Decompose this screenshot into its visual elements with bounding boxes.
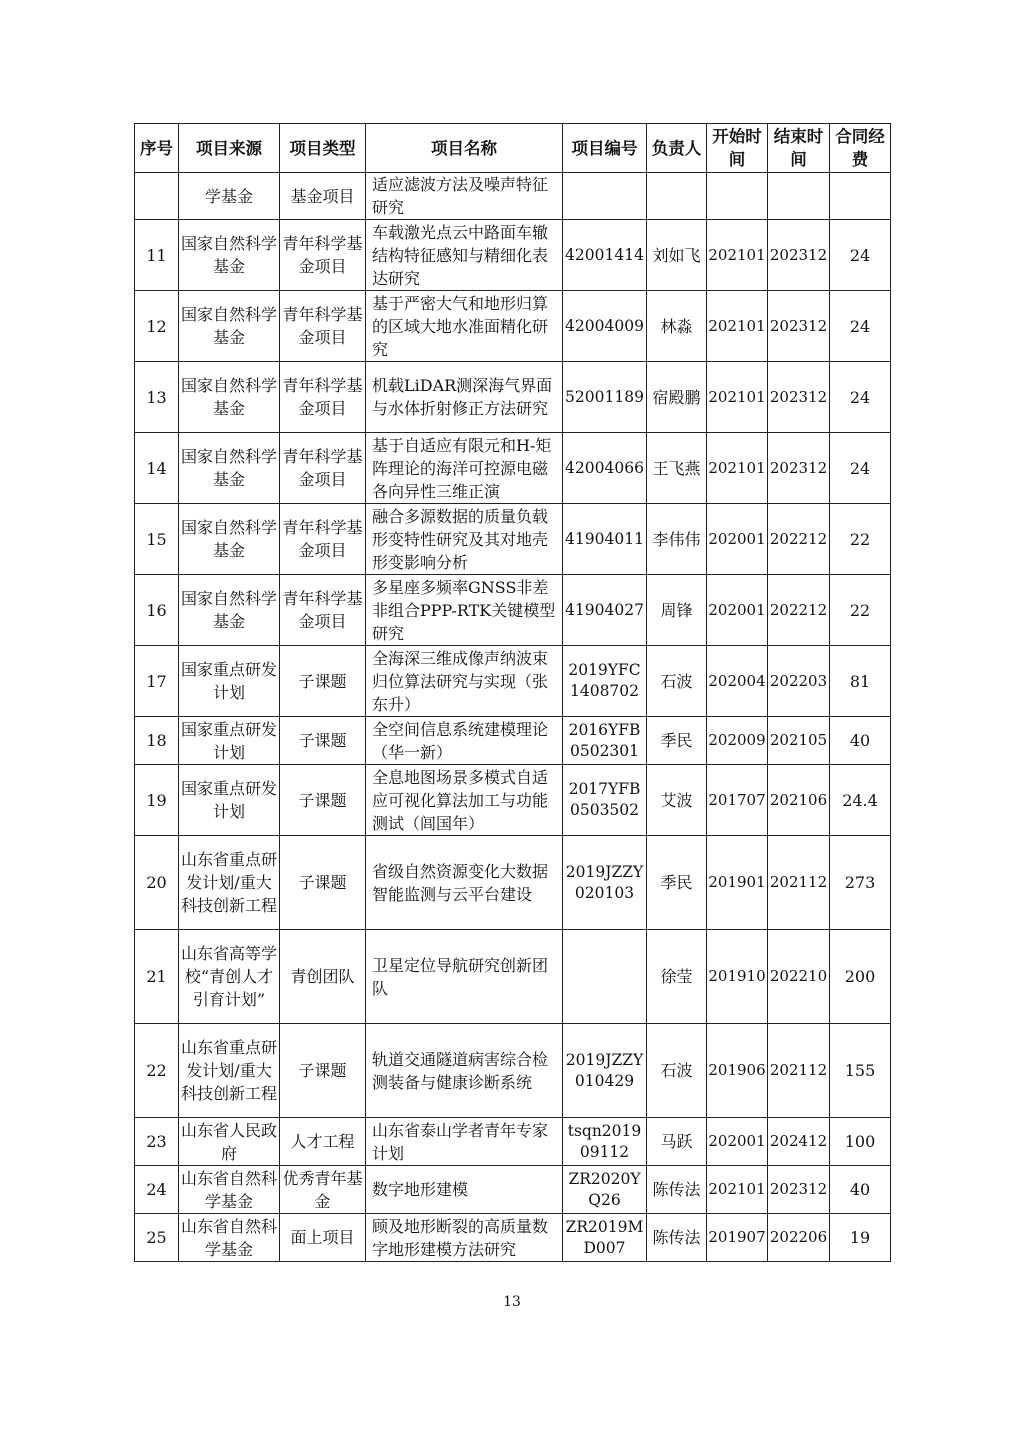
cell-no: 20 xyxy=(135,836,179,930)
cell-no: 25 xyxy=(135,1214,179,1262)
cell-code: ZR2019MD007 xyxy=(563,1214,647,1262)
cell-type: 子课题 xyxy=(280,836,366,930)
cell-code: 42004066 xyxy=(563,433,647,504)
cell-code: 2019JZZY020103 xyxy=(563,836,647,930)
cell-leader: 石波 xyxy=(647,646,707,717)
cell-type: 青年科学基金项目 xyxy=(280,291,366,362)
header-type: 项目类型 xyxy=(280,124,366,173)
table-row xyxy=(135,1024,891,1118)
cell-end: 202312 xyxy=(768,220,830,291)
cell-end: 202312 xyxy=(768,1166,830,1214)
table-row xyxy=(135,220,891,291)
cell-source: 山东省人民政府 xyxy=(179,1118,280,1166)
cell-end: 202105 xyxy=(768,717,830,765)
cell-funding: 22 xyxy=(830,575,891,646)
cell-code: 41904011 xyxy=(563,504,647,575)
cell-no: 24 xyxy=(135,1166,179,1214)
project-table xyxy=(134,123,891,1262)
cell-start: 202101 xyxy=(707,220,768,291)
cell-leader xyxy=(647,173,707,220)
cell-name: 省级自然资源变化大数据智能监测与云平台建设 xyxy=(366,836,563,930)
cell-end: 202212 xyxy=(768,504,830,575)
table-body xyxy=(135,173,891,1262)
cell-start: 201910 xyxy=(707,930,768,1024)
cell-type: 子课题 xyxy=(280,765,366,836)
cell-source: 山东省高等学校“青创人才引育计划” xyxy=(179,930,280,1024)
cell-start: 202004 xyxy=(707,646,768,717)
cell-name: 基于严密大气和地形归算的区域大地水准面精化研究 xyxy=(366,291,563,362)
cell-leader: 李伟伟 xyxy=(647,504,707,575)
cell-end: 202412 xyxy=(768,1118,830,1166)
cell-end: 202112 xyxy=(768,836,830,930)
cell-leader: 马跃 xyxy=(647,1118,707,1166)
cell-code: 52001189 xyxy=(563,362,647,433)
cell-source: 国家重点研发计划 xyxy=(179,717,280,765)
cell-leader: 石波 xyxy=(647,1024,707,1118)
header-no: 序号 xyxy=(135,124,179,173)
cell-start xyxy=(707,173,768,220)
cell-no: 13 xyxy=(135,362,179,433)
cell-name: 适应滤波方法及噪声特征研究 xyxy=(366,173,563,220)
cell-source: 国家自然科学基金 xyxy=(179,362,280,433)
cell-name: 轨道交通隧道病害综合检测装备与健康诊断系统 xyxy=(366,1024,563,1118)
cell-leader: 季民 xyxy=(647,717,707,765)
cell-funding: 40 xyxy=(830,1166,891,1214)
cell-code: 2016YFB0502301 xyxy=(563,717,647,765)
cell-leader: 陈传法 xyxy=(647,1166,707,1214)
cell-funding: 155 xyxy=(830,1024,891,1118)
cell-no: 11 xyxy=(135,220,179,291)
cell-no: 16 xyxy=(135,575,179,646)
cell-funding: 24 xyxy=(830,362,891,433)
cell-start: 201906 xyxy=(707,1024,768,1118)
cell-end: 202203 xyxy=(768,646,830,717)
header-name: 项目名称 xyxy=(366,124,563,173)
cell-type: 人才工程 xyxy=(280,1118,366,1166)
cell-name: 多星座多频率GNSS非差非组合PPP-RTK关键模型研究 xyxy=(366,575,563,646)
cell-source: 国家自然科学基金 xyxy=(179,433,280,504)
cell-type: 青年科学基金项目 xyxy=(280,433,366,504)
cell-leader: 王飞燕 xyxy=(647,433,707,504)
cell-start: 202001 xyxy=(707,504,768,575)
table-row xyxy=(135,362,891,433)
cell-type: 青创团队 xyxy=(280,930,366,1024)
cell-funding: 81 xyxy=(830,646,891,717)
table-row xyxy=(135,717,891,765)
cell-source: 国家自然科学基金 xyxy=(179,575,280,646)
cell-type: 青年科学基金项目 xyxy=(280,362,366,433)
cell-start: 202101 xyxy=(707,1166,768,1214)
cell-funding: 100 xyxy=(830,1118,891,1166)
cell-end: 202206 xyxy=(768,1214,830,1262)
cell-name: 基于自适应有限元和H-矩阵理论的海洋可控源电磁各向异性三维正演 xyxy=(366,433,563,504)
table-row xyxy=(135,1118,891,1166)
cell-no xyxy=(135,173,179,220)
cell-name: 山东省泰山学者青年专家计划 xyxy=(366,1118,563,1166)
cell-funding: 24.4 xyxy=(830,765,891,836)
cell-start: 201707 xyxy=(707,765,768,836)
cell-source: 国家重点研发计划 xyxy=(179,646,280,717)
cell-funding: 24 xyxy=(830,220,891,291)
cell-leader: 陈传法 xyxy=(647,1214,707,1262)
cell-end: 202312 xyxy=(768,362,830,433)
cell-code: 42004009 xyxy=(563,291,647,362)
table-row xyxy=(135,504,891,575)
cell-end: 202106 xyxy=(768,765,830,836)
cell-funding: 273 xyxy=(830,836,891,930)
cell-no: 22 xyxy=(135,1024,179,1118)
table-row xyxy=(135,836,891,930)
cell-end: 202312 xyxy=(768,291,830,362)
cell-name: 顾及地形断裂的高质量数字地形建模方法研究 xyxy=(366,1214,563,1262)
cell-no: 15 xyxy=(135,504,179,575)
cell-start: 201907 xyxy=(707,1214,768,1262)
cell-name: 车载激光点云中路面车辙结构特征感知与精细化表达研究 xyxy=(366,220,563,291)
cell-no: 18 xyxy=(135,717,179,765)
cell-start: 202101 xyxy=(707,362,768,433)
cell-type: 子课题 xyxy=(280,1024,366,1118)
cell-name: 卫星定位导航研究创新团队 xyxy=(366,930,563,1024)
cell-type: 面上项目 xyxy=(280,1214,366,1262)
cell-start: 201901 xyxy=(707,836,768,930)
cell-type: 青年科学基金项目 xyxy=(280,220,366,291)
cell-code: 42001414 xyxy=(563,220,647,291)
cell-leader: 刘如飞 xyxy=(647,220,707,291)
cell-leader: 宿殿鹏 xyxy=(647,362,707,433)
cell-start: 202101 xyxy=(707,433,768,504)
cell-source: 国家重点研发计划 xyxy=(179,765,280,836)
cell-no: 12 xyxy=(135,291,179,362)
cell-type: 青年科学基金项目 xyxy=(280,575,366,646)
table-row xyxy=(135,575,891,646)
cell-end: 202312 xyxy=(768,433,830,504)
cell-no: 21 xyxy=(135,930,179,1024)
cell-no: 19 xyxy=(135,765,179,836)
cell-leader: 季民 xyxy=(647,836,707,930)
cell-type: 优秀青年基金 xyxy=(280,1166,366,1214)
cell-source: 国家自然科学基金 xyxy=(179,291,280,362)
cell-funding: 19 xyxy=(830,1214,891,1262)
cell-source: 山东省重点研发计划/重大科技创新工程 xyxy=(179,836,280,930)
table-row xyxy=(135,1214,891,1262)
table-header-row xyxy=(135,124,891,173)
cell-code: 41904027 xyxy=(563,575,647,646)
cell-no: 17 xyxy=(135,646,179,717)
header-funding: 合同经费 xyxy=(830,124,891,173)
header-leader: 负责人 xyxy=(647,124,707,173)
header-code: 项目编号 xyxy=(563,124,647,173)
cell-code: tsqn201909112 xyxy=(563,1118,647,1166)
header-start: 开始时间 xyxy=(707,124,768,173)
cell-source: 国家自然科学基金 xyxy=(179,220,280,291)
cell-name: 机载LiDAR测深海气界面与水体折射修正方法研究 xyxy=(366,362,563,433)
cell-code xyxy=(563,173,647,220)
cell-leader: 艾波 xyxy=(647,765,707,836)
cell-code xyxy=(563,930,647,1024)
cell-name: 全息地图场景多模式自适应可视化算法加工与功能测试（闾国年） xyxy=(366,765,563,836)
cell-name: 全空间信息系统建模理论（华一新） xyxy=(366,717,563,765)
cell-leader: 徐莹 xyxy=(647,930,707,1024)
cell-source: 山东省自然科学基金 xyxy=(179,1166,280,1214)
cell-funding: 24 xyxy=(830,291,891,362)
cell-leader: 林淼 xyxy=(647,291,707,362)
cell-funding: 40 xyxy=(830,717,891,765)
cell-funding: 22 xyxy=(830,504,891,575)
page-number: 13 xyxy=(503,1294,521,1310)
table-row xyxy=(135,173,891,220)
cell-no: 23 xyxy=(135,1118,179,1166)
cell-start: 202001 xyxy=(707,1118,768,1166)
cell-type: 青年科学基金项目 xyxy=(280,504,366,575)
cell-end xyxy=(768,173,830,220)
cell-code: 2019JZZY010429 xyxy=(563,1024,647,1118)
cell-name: 数字地形建模 xyxy=(366,1166,563,1214)
cell-source: 国家自然科学基金 xyxy=(179,504,280,575)
table-row xyxy=(135,433,891,504)
table-row xyxy=(135,930,891,1024)
cell-end: 202212 xyxy=(768,575,830,646)
cell-funding xyxy=(830,173,891,220)
cell-code: 2017YFB0503502 xyxy=(563,765,647,836)
cell-name: 全海深三维成像声纳波束归位算法研究与实现（张东升） xyxy=(366,646,563,717)
table-row xyxy=(135,646,891,717)
header-source: 项目来源 xyxy=(179,124,280,173)
cell-name: 融合多源数据的质量负载形变特性研究及其对地壳形变影响分析 xyxy=(366,504,563,575)
table-row xyxy=(135,1166,891,1214)
cell-start: 202009 xyxy=(707,717,768,765)
cell-funding: 200 xyxy=(830,930,891,1024)
cell-source: 山东省自然科学基金 xyxy=(179,1214,280,1262)
cell-leader: 周锋 xyxy=(647,575,707,646)
cell-type: 子课题 xyxy=(280,646,366,717)
cell-end: 202210 xyxy=(768,930,830,1024)
table-row xyxy=(135,291,891,362)
cell-code: 2019YFC1408702 xyxy=(563,646,647,717)
table-row xyxy=(135,765,891,836)
cell-no: 14 xyxy=(135,433,179,504)
cell-type: 基金项目 xyxy=(280,173,366,220)
header-end: 结束时间 xyxy=(768,124,830,173)
cell-end: 202112 xyxy=(768,1024,830,1118)
cell-code: ZR2020YQ26 xyxy=(563,1166,647,1214)
cell-start: 202001 xyxy=(707,575,768,646)
cell-funding: 24 xyxy=(830,433,891,504)
cell-type: 子课题 xyxy=(280,717,366,765)
cell-source: 学基金 xyxy=(179,173,280,220)
cell-start: 202101 xyxy=(707,291,768,362)
cell-source: 山东省重点研发计划/重大科技创新工程 xyxy=(179,1024,280,1118)
